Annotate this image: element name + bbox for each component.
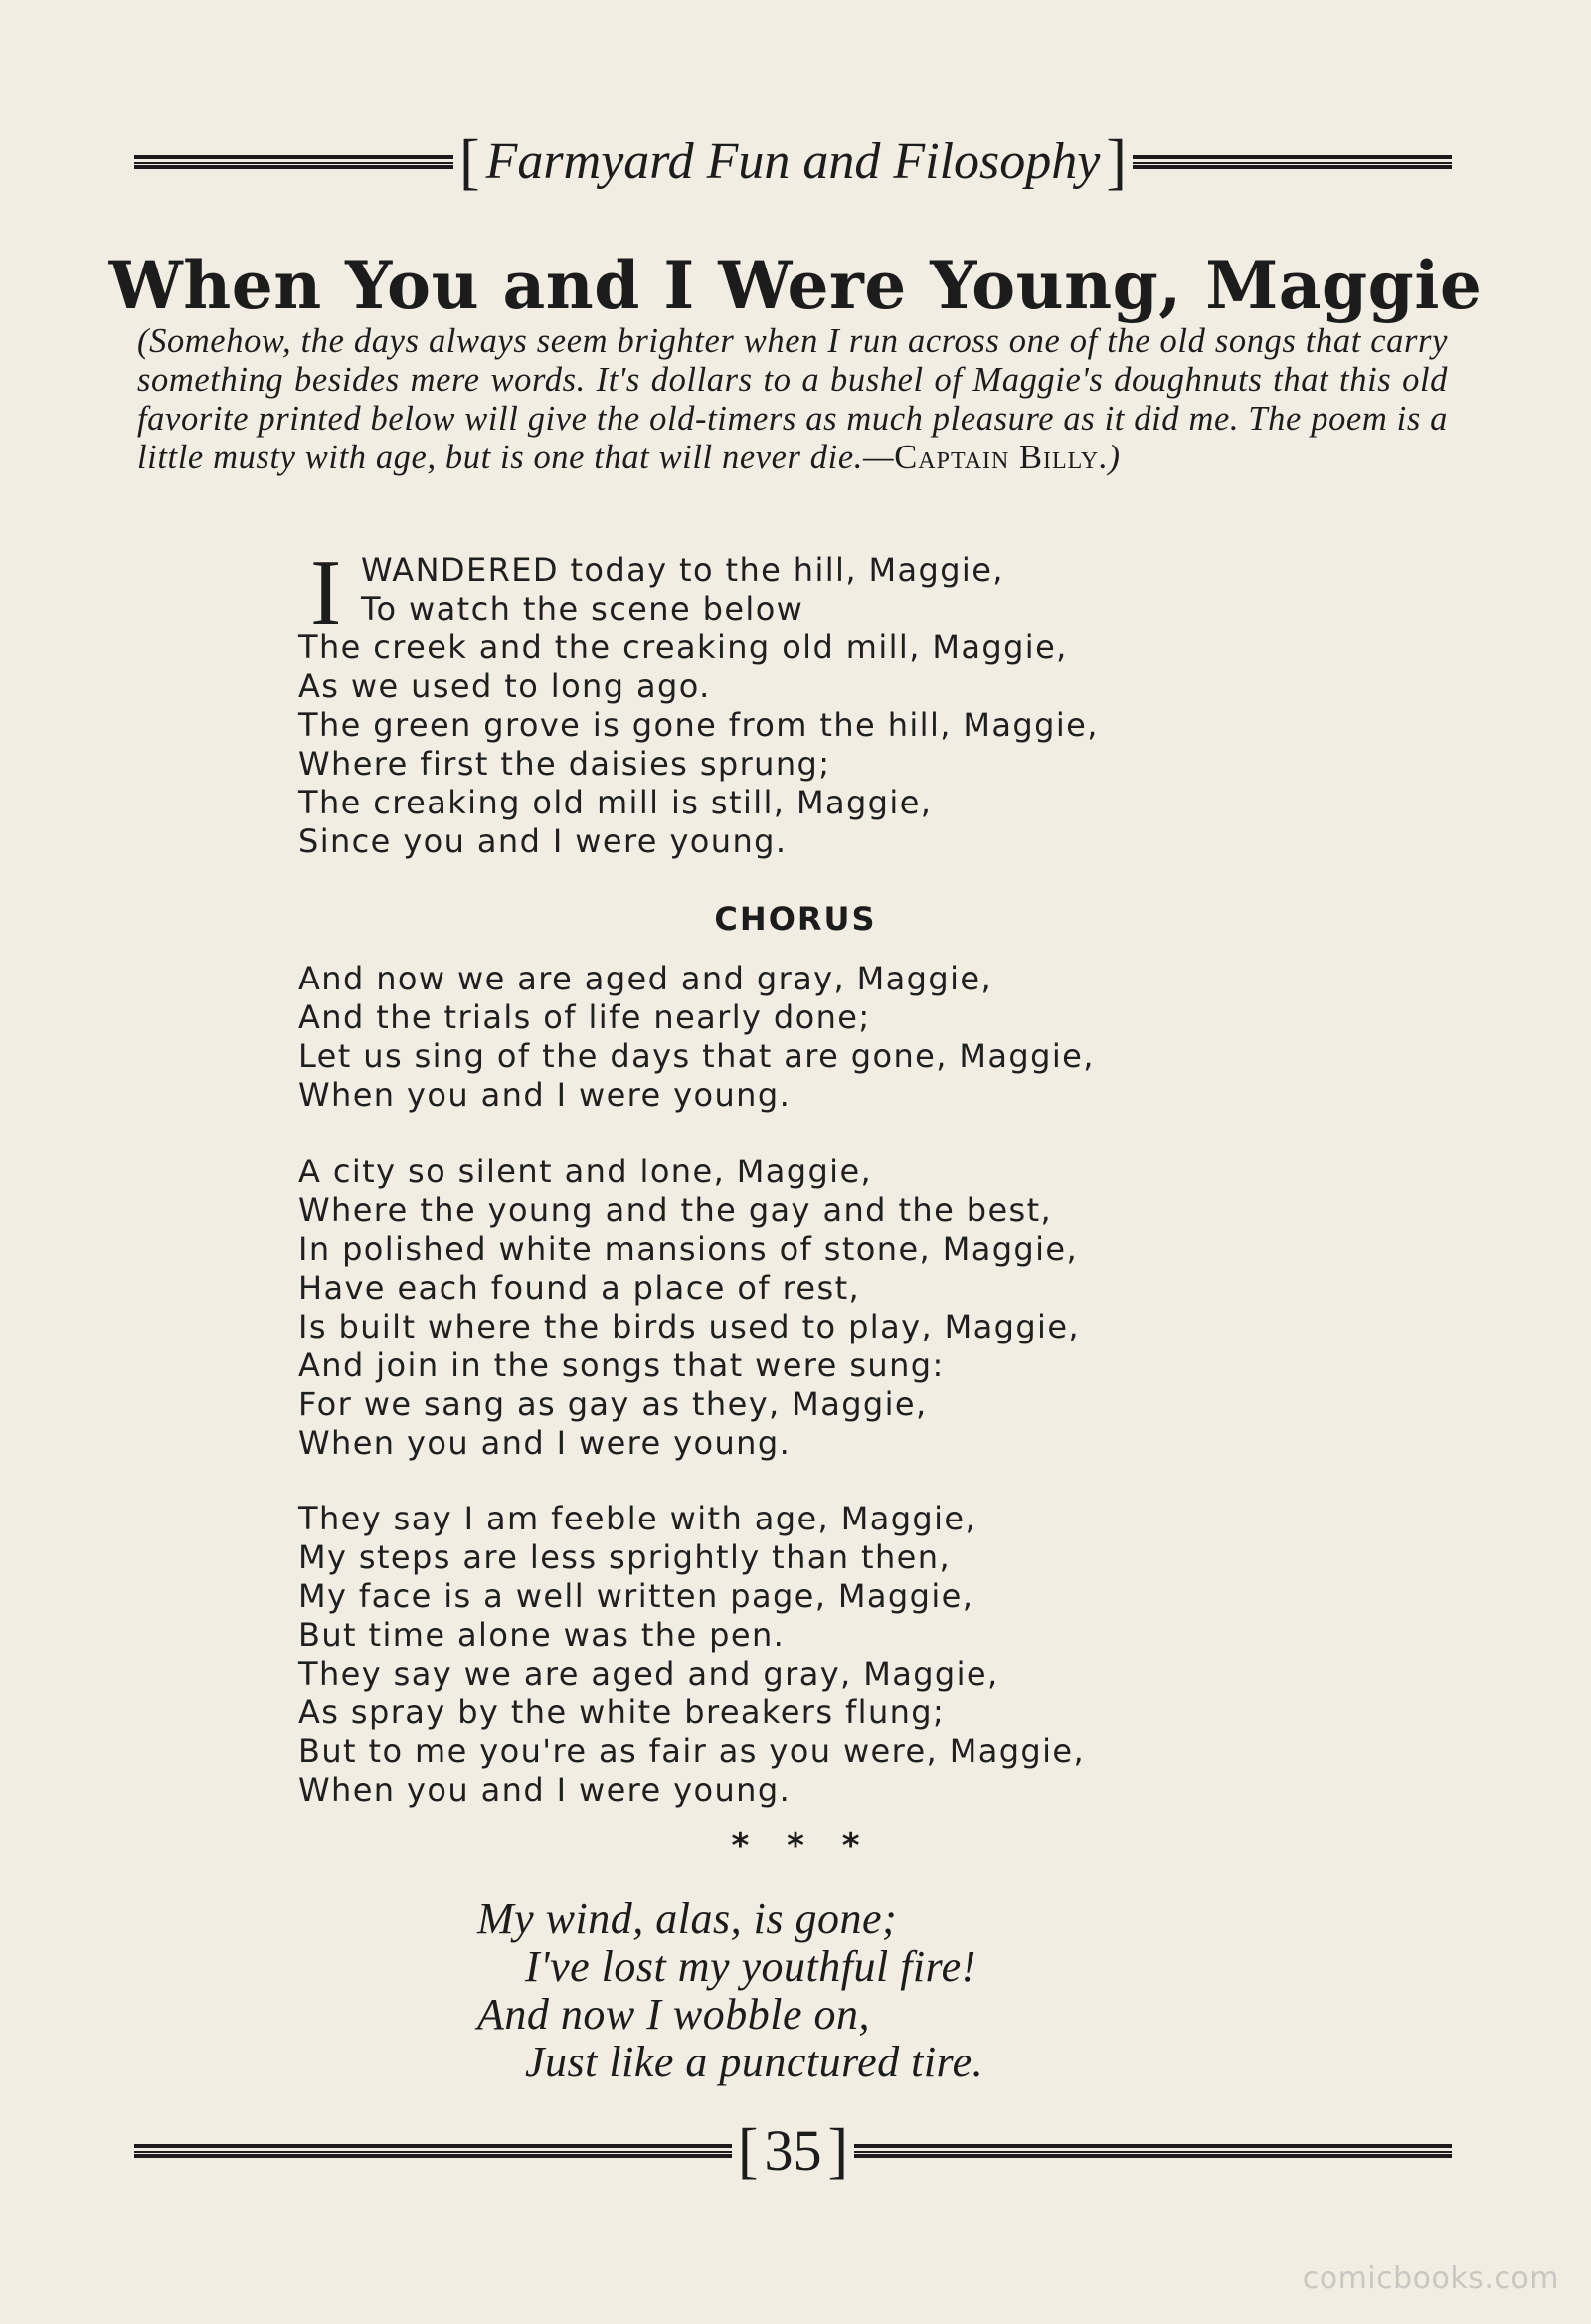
footer-rule-right: [854, 2144, 1452, 2158]
header-rule: [134, 128, 1452, 196]
verse-line: When you and I were young.: [298, 1424, 792, 1462]
verse-line: The green grove is gone from the hill, Maggie,: [298, 706, 1099, 744]
verse-line: As we used to long ago.: [298, 667, 711, 705]
footer-rule-left: [134, 2144, 732, 2158]
chorus-line: When you and I were young.: [298, 1076, 792, 1114]
closing-line: My wind, alas, is gone;: [477, 1894, 898, 1943]
chorus-heading: CHORUS: [714, 900, 877, 938]
watermark: comicbooks.com: [1302, 2261, 1559, 2296]
verse-line: To watch the scene below: [361, 590, 804, 627]
verse-line: A city so silent and lone, Maggie,: [298, 1153, 873, 1190]
verse-3: [298, 1500, 1293, 1810]
section-separator: * * *: [731, 1826, 860, 1866]
chorus-line: Let us sing of the days that are gone, Maggie,: [298, 1037, 1095, 1075]
intro-signature: Captain Billy: [894, 439, 1100, 476]
verse-2: [298, 1153, 1293, 1463]
verse-line: Have each found a place of rest,: [298, 1269, 861, 1307]
closing-line: I've lost my youthful fire!: [525, 1942, 976, 1991]
close-bracket: ]: [1106, 128, 1127, 196]
verse-line: Is built where the birds used to play, Maggie,: [298, 1308, 1080, 1345]
chorus-line: And now we are aged and gray, Maggie,: [298, 960, 993, 997]
verse-line: WANDERED today to the hill, Maggie,: [361, 551, 1004, 589]
verse-line: Since you and I were young.: [298, 822, 788, 860]
close-bracket: ]: [827, 2117, 849, 2185]
intro-text: (Somehow, the days always seem brighter when I run across one of the old songs that carry something besides mere words. It's dollars to a bushel of Maggie's doughnuts that this old favorite printed below will give the old-timers as much pleasure as it did me. The poem is a little musty with age, but is one that will never die.—: [137, 322, 1448, 476]
running-title: Farmyard Fun and Filosophy: [485, 133, 1101, 190]
chorus: [298, 960, 1293, 1115]
verse-line: They say I am feeble with age, Maggie,: [298, 1500, 977, 1537]
chorus-line: And the trials of life nearly done;: [298, 998, 871, 1036]
closing-line: And now I wobble on,: [477, 1990, 870, 2039]
verse-line: My face is a well written page, Maggie,: [298, 1577, 974, 1615]
verse-line: They say we are aged and gray, Maggie,: [298, 1655, 999, 1693]
open-bracket: [: [737, 2117, 759, 2185]
verse-line: And join in the songs that were sung:: [298, 1346, 945, 1384]
article-title: When You and I Were Young, Maggie: [108, 247, 1483, 324]
drop-cap: I: [310, 541, 342, 644]
page-number: 35: [764, 2118, 822, 2183]
verse-line: The creaking old mill is still, Maggie,: [298, 784, 933, 821]
intro-closing: .): [1099, 439, 1121, 476]
verse-1: [298, 541, 1293, 861]
intro-paragraph: [137, 322, 1448, 477]
verse-line: When you and I were young.: [298, 1771, 792, 1809]
footer-rule: [134, 2117, 1452, 2185]
verse-line: My steps are less sprightly than then,: [298, 1538, 952, 1576]
verse-line: As spray by the white breakers flung;: [298, 1694, 946, 1731]
header-rule-right: [1133, 155, 1452, 169]
closing-verse: [477, 1895, 1173, 2086]
verse-line: For we sang as gay as they, Maggie,: [298, 1385, 928, 1423]
closing-line: Just like a punctured tire.: [525, 2038, 984, 2086]
verse-line: Where first the daisies sprung;: [298, 745, 831, 783]
verse-line: But to me you're as fair as you were, Maggie,: [298, 1732, 1086, 1770]
open-bracket: [: [459, 128, 480, 196]
header-rule-left: [134, 155, 453, 169]
verse-line: The creek and the creaking old mill, Maggie,: [298, 628, 1068, 666]
verse-line: But time alone was the pen.: [298, 1616, 786, 1654]
verse-line: In polished white mansions of stone, Maggie,: [298, 1230, 1079, 1268]
verse-line: Where the young and the gay and the best,: [298, 1191, 1053, 1229]
